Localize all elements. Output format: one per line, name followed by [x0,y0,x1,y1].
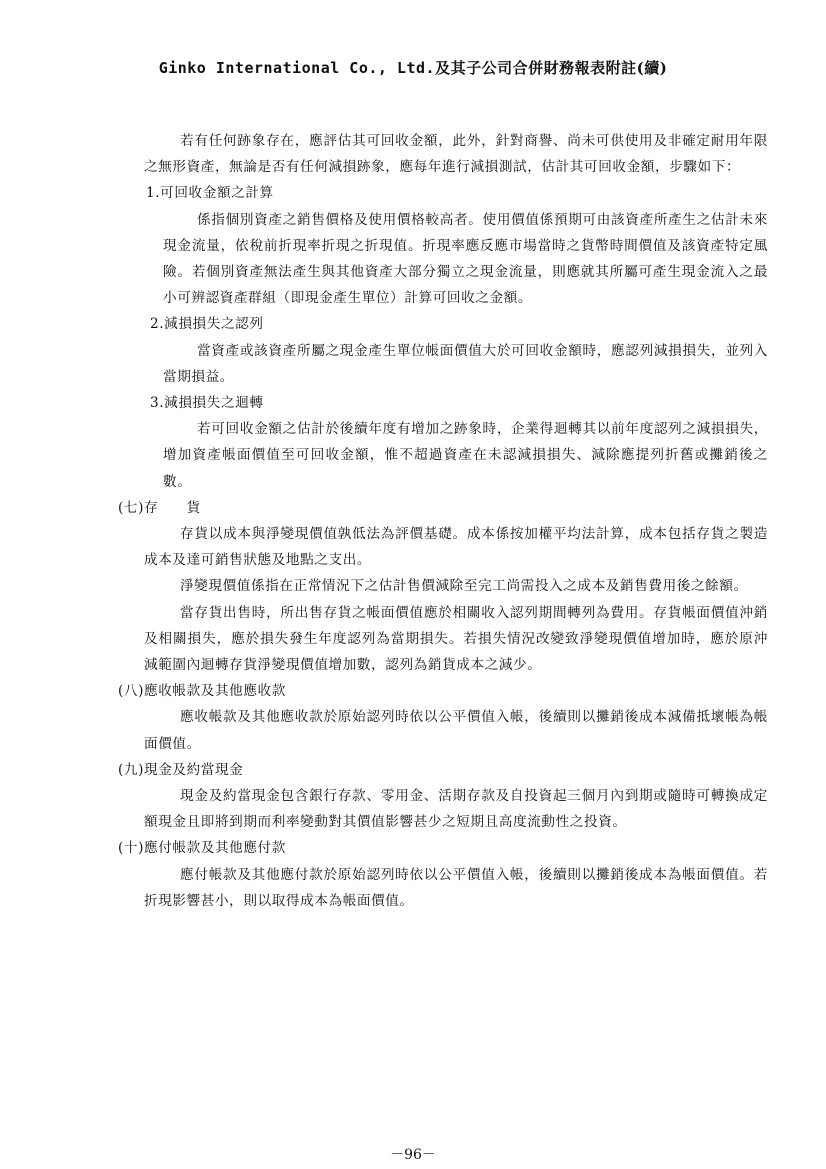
subsection-text-2: 當資產或該資產所屬之現金產生單位帳面價值大於可回收金額時，應認列減損損失，並列入當期損益。 [163,342,768,385]
section-10-paragraph-1: 應付帳款及其他應付款於原始認列時依以公平價值入帳，後續則以攤銷後成本為帳面價值。若折現影響甚小，則以取得成本為帳面價值。 [144,866,768,909]
section-heading-10: (十)應付帳款及其他應付款 [118,840,286,857]
subsection-text-3: 若可回收金額之估計於後續年度有增加之跡象時，企業得迴轉其以前年度認列之減損損失，增加資產帳面價值至可回收金額，惟不超過資產在未認減損損失、減除應提列折舊或攤銷後之數。 [163,421,768,490]
title-subtitle: 及其子公司合併財務報表附註(續) [435,59,668,77]
section-8-paragraph-1: 應收帳款及其他應收款於原始認列時依以公平價值入帳，後續則以攤銷後成本減備抵壞帳為帳面價值。 [144,709,768,752]
subsection-heading-3: 3.減損損失之迴轉 [150,395,264,412]
section-7-paragraph-1: 存貨以成本與淨變現價值孰低法為評價基礎。成本係按加權平均法計算，成本包括存貨之製造成本及達可銷售狀態及地點之支出。 [144,526,768,569]
subsection-heading-2: 2.減損損失之認列 [150,316,264,333]
section-7-paragraph-2: 淨變現價值係指在正常情況下之估計售價減除至完工尚需投入之成本及銷售費用後之餘額。 [180,578,748,595]
section-heading-7: (七)存 貨 [118,499,201,516]
document-body [0,128,826,914]
subsection-heading-1: 1.可回收金額之計算 [146,185,274,202]
section-7-paragraph-3: 當存貨出售時，所出售存貨之帳面價值應於相關收入認列期間轉列為費用。存貨帳面價值沖銷及相關損失，應於損失發生年度認列為當期損失。若損失情況改變致淨變現價值增加時，應於原沖減範圍內迴轉存貨淨變現價值增加數，認列為銷貨成本之減少。 [144,604,768,674]
section-9-paragraph-1: 現金及約當現金包含銀行存款、零用金、活期存款及自投資起三個月內到期或隨時可轉換成定額現金且即將到期而利率變動對其價值影響甚少之短期且高度流動性之投資。 [144,788,768,831]
section-heading-8: (八)應收帳款及其他應收款 [118,683,286,700]
subsection-text-1: 係指個別資產之銷售價格及使用價格較高者。使用價值係預期可由該資產所產生之估計未來現金流量，依稅前折現率折現之折現值。折現率應反應市場當時之貨幣時間價值及該資產特定風險。若個別資產無法產生與其他資產大部分獨立之現金流量，則應就其所屬可產生現金流入之最小可辨認資產群組（即現金產生單位）計算可回收之金額。 [163,211,768,307]
intro-paragraph: 若有任何跡象存在，應評估其可回收金額，此外，針對商譽、尚未可供使用及非確定耐用年限之無形資產，無論是否有任何減損跡象，應每年進行減損測試，估計其可回收金額，步驟如下： [144,133,768,176]
page-title [0,57,826,78]
section-heading-9: (九)現金及約當現金 [118,761,244,778]
title-company-name: Ginko International Co., Ltd. [158,59,436,77]
page-number: －96－ [390,1147,436,1163]
